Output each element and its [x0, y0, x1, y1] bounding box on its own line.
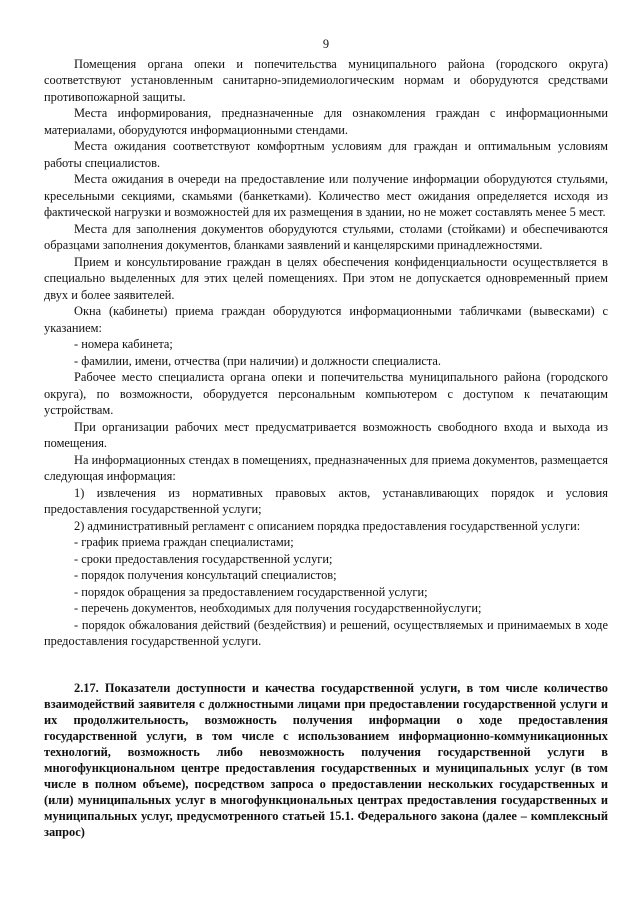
list-item: - перечень документов, необходимых для получения государственнойуслуги;: [74, 601, 482, 615]
paragraph-reception: Прием и консультирование граждан в целях обеспечения конфиденциальности осуществляется в специально выделенных для этих целей помещениях. При этом не допускается одновременный прием двух и более заявителей.: [44, 254, 608, 302]
paragraph-windows: Окна (кабинеты) приема граждан оборудуются информационными табличками (вывесками) с указанием:: [44, 304, 608, 335]
paragraph-waiting-places: Места ожидания соответствуют комфортным условиям для граждан и оптимальным условиям работы специалистов.: [44, 139, 608, 170]
paragraph-info-places: Места информирования, предназначенные для ознакомления граждан с информационными материалами, оборудуются информационными стендами.: [44, 106, 608, 137]
page-number: 9: [322, 37, 330, 51]
paragraph-regulation: 2) административный регламент с описанием порядка предоставления государственной услуги:: [74, 518, 581, 533]
list-item: - порядок обжалования действий (бездействия) и решений, осуществляемых и принимаемых в ходе предоставления государственной услуги.: [44, 617, 608, 648]
section-heading-2-17: 2.17. Показатели доступности и качества государственной услуги, в том числе количество взаимодействий заявителя с должностными лицами при предоставлении государственной услуги и их продолжительность, возможность получения информации о ходе предоставления государственной услуги, в том числе с использованием информационно-коммуникационных технологий, возможность либо невозможность получения государственной услуги в многофункциональном центре предоставления государственных и муниципальных услуг (в том числе в полном объеме), посредством запроса о предоставлении нескольких государственных и (или) муниципальных услуг в многофункциональных центрах предоставления государственных и муниципальных услуг, предусмотренного статьей 15.1. Федерального закона (далее – комплексный запрос): [44, 680, 608, 840]
paragraph-premises: Помещения органа опеки и попечительства муниципального района (городского округа) соответствуют установленным санитарно-эпидемиологическим нормам и оборудуются средствами противопожарной защиты.: [44, 56, 608, 104]
list-item: - фамилии, имени, отчества (при наличии) и должности специалиста.: [74, 353, 441, 368]
list-item: - номера кабинета;: [74, 337, 173, 351]
list-item: - сроки предоставления государственной услуги;: [74, 551, 333, 566]
paragraph-free-access: При организации рабочих мест предусматривается возможность свободного входа и выхода из помещения.: [44, 419, 608, 450]
list-item: - порядок получения консультаций специалистов;: [74, 568, 337, 582]
paragraph-queue-places: Места ожидания в очереди на предоставление или получение информации оборудуются стульями, кресельными секциями, скамьями (банкетками). Количество мест ожидания определяется исходя из фактической нагрузки и возможностей для их размещения в здании, но не может составлять менее 5 мест.: [44, 172, 608, 219]
paragraph-workplace: Рабочее место специалиста органа опеки и попечительства муниципального района (городского округа), по возможности, оборудуется персональным компьютером с доступом к печатающим устройствам.: [44, 370, 608, 417]
paragraph-extracts: 1) извлечения из нормативных правовых актов, устанавливающих порядок и условия предоставления государственной услуги;: [44, 485, 608, 516]
paragraph-info-stands: На информационных стендах в помещениях, предназначенных для приема документов, размещается следующая информация:: [44, 452, 608, 483]
paragraph-forms-places: Места для заполнения документов оборудуются стульями, столами (стойками) и обеспечиваются образцами заполнения документов, бланками заявлений и канцелярскими принадлежностями.: [44, 221, 608, 252]
list-item: - график приема граждан специалистами;: [74, 535, 294, 549]
list-item: - порядок обращения за предоставлением государственной услуги;: [74, 584, 428, 599]
